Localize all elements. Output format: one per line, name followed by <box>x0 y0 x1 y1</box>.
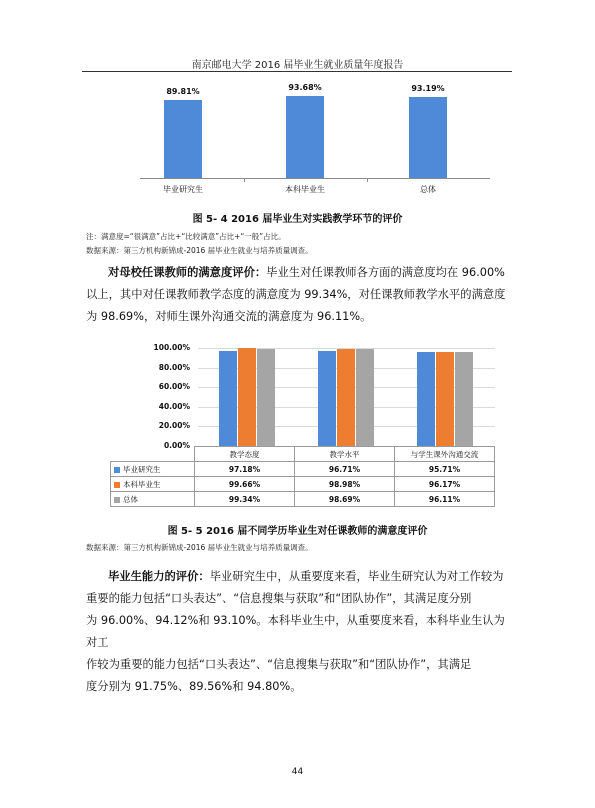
paragraph-ability-evaluation <box>86 566 511 698</box>
legend-swatch <box>114 467 120 473</box>
table-corner <box>111 447 195 462</box>
tick-label: 与学生课外沟通交流 <box>395 447 495 462</box>
data-label: 99.34% <box>195 492 295 507</box>
figure-source-2: 数据来源：第三方机构新锦成-2016 届毕业生就业与培养质量调查。 <box>86 543 313 552</box>
paragraph-line: 重要的能力包括“口头表达”、“信息搜集与获取”和“团队协作”，其满足度分别 <box>86 592 472 605</box>
legend-entry <box>111 462 195 477</box>
bar <box>356 349 374 446</box>
paragraph-line: 毕业研究生中，从重要度来看，毕业生研究认为对工作较为 <box>209 570 504 583</box>
y-tick-label: 80.00% <box>158 362 190 372</box>
data-label: 96.17% <box>395 477 495 492</box>
tick-label: 本科毕业生 <box>285 185 325 194</box>
bar <box>257 349 275 446</box>
data-label: 97.18% <box>195 462 295 477</box>
paragraph-teacher-satisfaction <box>86 262 511 328</box>
legend-label: 总体 <box>123 494 138 504</box>
figure-caption-1: 图 5- 4 2016 届毕业生对实践教学环节的评价 <box>192 214 403 225</box>
header-rule <box>82 71 512 72</box>
data-label: 95.71% <box>395 462 495 477</box>
tick-label: 总体 <box>420 185 436 194</box>
legend-entry <box>111 477 195 492</box>
data-label: 93.68% <box>288 83 322 93</box>
figure-caption-2: 图 5- 5 2016 届不同学历毕业生对任课教师的满意度评价 <box>167 526 428 537</box>
paragraph-lead: 对母校任课教师的满意度评价： <box>108 266 267 279</box>
bar <box>219 351 237 446</box>
y-tick-label: 0.00% <box>163 441 190 450</box>
data-label: 89.81% <box>166 86 200 96</box>
page-number: 44 <box>291 767 304 777</box>
bar <box>286 96 324 178</box>
paragraph-lead: 毕业生能力的评价： <box>108 570 210 583</box>
report-header: 南京邮电大学 2016 届毕业生就业质量年度报告 <box>191 60 404 71</box>
legend-entry <box>111 492 195 507</box>
y-tick-label: 20.00% <box>158 421 190 431</box>
figure-note-1: 注：满意度=“很满意”占比+“比较满意”占比+“一般”占比。 <box>86 232 286 241</box>
bar <box>337 349 355 446</box>
data-label: 99.66% <box>195 477 295 492</box>
paragraph-line: 为 96.00%、94.12%和 93.10%。本科毕业生中，从重要度来看，本科毕业生认为对工 <box>86 614 505 649</box>
legend-swatch <box>114 497 120 503</box>
bar <box>455 352 473 446</box>
y-tick-label: 60.00% <box>158 382 190 392</box>
bar <box>436 352 454 446</box>
tick-label: 教学水平 <box>295 447 395 462</box>
chart-teacher-satisfaction <box>110 340 500 508</box>
bar <box>417 352 435 446</box>
paragraph-line: 毕业生对任课教师各方面的满意度均在 96.00% <box>266 266 505 279</box>
data-label: 96.11% <box>395 492 495 507</box>
legend-label: 本科毕业生 <box>123 479 161 489</box>
chart-practice-teaching <box>140 80 490 198</box>
y-tick-label: 100.00% <box>153 343 190 352</box>
paragraph-line: 作较为重要的能力包括“口头表达”、“信息搜集与获取”和“团队协作”，其满足 <box>86 658 472 671</box>
x-axis-tick <box>367 178 368 182</box>
legend-label: 毕业研究生 <box>123 464 161 474</box>
data-table <box>110 446 495 507</box>
data-label: 93.19% <box>411 83 445 93</box>
y-tick-label: 40.00% <box>158 401 190 411</box>
data-label: 98.98% <box>295 477 395 492</box>
paragraph-line: 度分别为 91.75%、89.56%和 94.80%。 <box>86 680 302 693</box>
legend-swatch <box>114 482 120 488</box>
paragraph-line: 以上，其中对任课教师教学态度的满意度为 99.34%，对任课教师教学水平的满意度 <box>86 288 506 301</box>
bar <box>238 348 256 446</box>
data-label: 96.71% <box>295 462 395 477</box>
x-axis-line <box>140 178 490 179</box>
paragraph-line: 为 98.69%，对师生课外沟通交流的满意度为 96.11%。 <box>86 310 372 323</box>
bar <box>318 351 336 446</box>
tick-label: 教学态度 <box>195 447 295 462</box>
x-axis-tick <box>244 178 245 182</box>
tick-label: 毕业研究生 <box>163 185 203 194</box>
data-label: 98.69% <box>295 492 395 507</box>
bar <box>164 100 202 178</box>
bar <box>409 97 447 178</box>
figure-source-1: 数据来源：第三方机构新锦成-2016 届毕业生就业与培养质量调查。 <box>86 246 313 255</box>
